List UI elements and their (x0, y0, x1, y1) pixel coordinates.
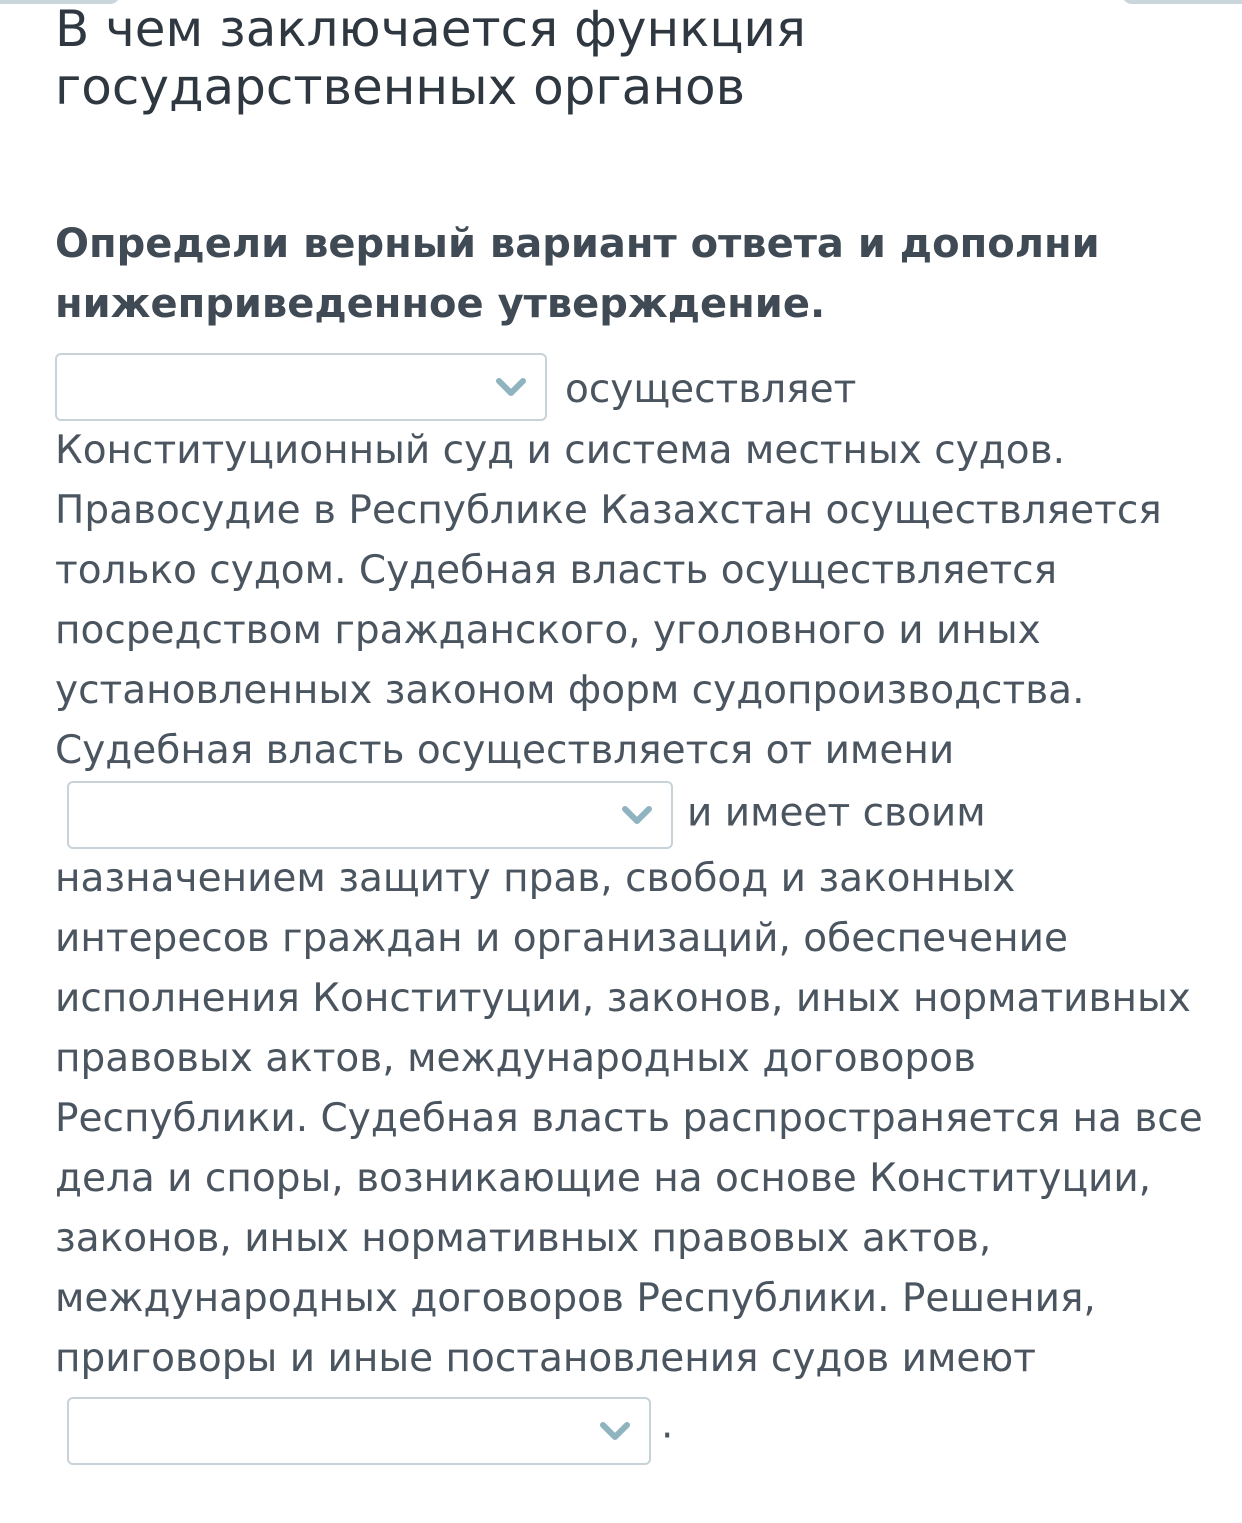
passage-segment-3: . (661, 1402, 674, 1447)
chevron-down-icon (619, 797, 655, 833)
answer-dropdown-3[interactable] (67, 1397, 651, 1465)
chevron-down-icon (493, 369, 529, 405)
passage-segment-1: осуществляет Конституционный суд и система местных судов. Правосудие в Республике Казахстан осуществляется только судом. Судебная власть осуществляется посредством гражданского, уголовного и иных установленных законом форм судопроизводства. Судебная власть осуществляется от имени (55, 367, 1162, 773)
passage-segment-2: и имеет своим назначением защиту прав, свобод и законных интересов граждан и организаций, обеспечение исполнения Конституции, законов, иных нормативных правовых актов, международных договоров Республики. Судебная власть распространяется на все дела и споры, возникающие на основе Конституции, законов, иных нормативных правовых актов, международных договоров Республики. Решения, приговоры и иные постановления судов имеют (55, 790, 1203, 1381)
answer-dropdown-1[interactable] (55, 353, 547, 421)
question-instruction: Определи верный вариант ответа и дополни нижеприведенное утверждение. (55, 221, 1100, 327)
fill-in-passage (55, 360, 1205, 1465)
question-title: В чем заключается функция государственных органов (55, 0, 806, 116)
chevron-down-icon (597, 1413, 633, 1449)
answer-dropdown-2[interactable] (67, 781, 673, 849)
